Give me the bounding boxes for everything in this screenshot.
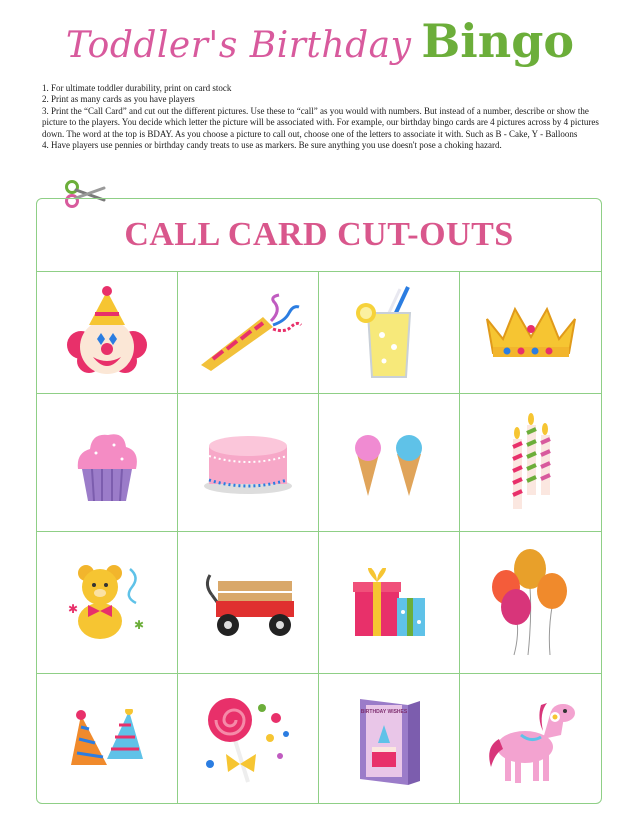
crown-icon [481, 303, 581, 363]
page-title [0, 14, 640, 68]
grid-cell-balloons[interactable] [460, 532, 601, 674]
grid-cell-gifts[interactable] [319, 532, 460, 674]
grid-cell-crown[interactable] [460, 272, 601, 394]
grid-cell-lollipop[interactable] [178, 674, 319, 803]
svg-text:✱: ✱ [134, 617, 145, 632]
call-card [36, 198, 602, 804]
grid-cell-pony[interactable] [460, 674, 601, 803]
instruction-item: 3. Print the “Call Card” and cut out the different pictures. Use these to “call” as you would with numbers. But instead of a number, describe or show the picture to the players. You decide which letter the picture will be associated with. For example, our birthday bingo cards are 4 pictures across by 4 pictures down. The word at the top is BDAY. As you choose a picture to call out, choose one of the letters to associate it with. Such as B - Cake, Y - Balloons [42, 105, 599, 139]
wagon-icon [200, 565, 296, 641]
svg-text:✱: ✱ [68, 601, 79, 616]
lemonade-icon [354, 285, 424, 381]
birthday-card-icon [354, 691, 424, 787]
call-card-title: CALL CARD CUT-OUTS [124, 216, 514, 253]
balloons-icon [490, 547, 572, 659]
cupcake-icon [72, 423, 142, 503]
title-bingo-text: Bingo [421, 14, 575, 68]
grid-cell-cupcake[interactable] [37, 394, 178, 532]
grid-cell-ice-cream[interactable] [319, 394, 460, 532]
instruction-item: 2. Print as many cards as you have players [42, 94, 195, 105]
grid-cell-party-blower[interactable] [178, 272, 319, 394]
party-hats-icon [67, 709, 147, 769]
pony-icon [481, 691, 581, 787]
grid-cell-lemonade[interactable] [319, 272, 460, 394]
party-blower-icon [193, 293, 303, 373]
cake-icon [203, 430, 293, 496]
grid-cell-cake[interactable] [178, 394, 319, 532]
grid-cell-candles[interactable] [460, 394, 601, 532]
ice-cream-cones-icon [349, 428, 429, 498]
call-card-grid [37, 272, 601, 803]
instruction-item: 1. For ultimate toddler durability, print on card stock [42, 83, 232, 93]
instruction-item: 4. Have players use pennies or birthday candy treats to use as markers. Be sure anything you use doesn't pose a choking hazard. [42, 140, 502, 151]
birthday-card-text: BIRTHDAY WISHES [360, 708, 408, 715]
instructions-list [42, 83, 608, 151]
grid-cell-teddy-bear[interactable] [37, 532, 178, 674]
candles-icon [501, 413, 561, 513]
call-card-header [37, 199, 601, 272]
teddy-bear-icon [64, 563, 150, 643]
grid-cell-clown[interactable] [37, 272, 178, 394]
clown-icon [59, 285, 155, 381]
lollipop-icon [200, 694, 296, 784]
title-script-text: Toddler's Birthday [65, 25, 412, 66]
gift-boxes-icon [351, 568, 427, 638]
grid-cell-wagon[interactable] [178, 532, 319, 674]
grid-cell-party-hats[interactable] [37, 674, 178, 803]
grid-cell-birthday-card[interactable] [319, 674, 460, 803]
